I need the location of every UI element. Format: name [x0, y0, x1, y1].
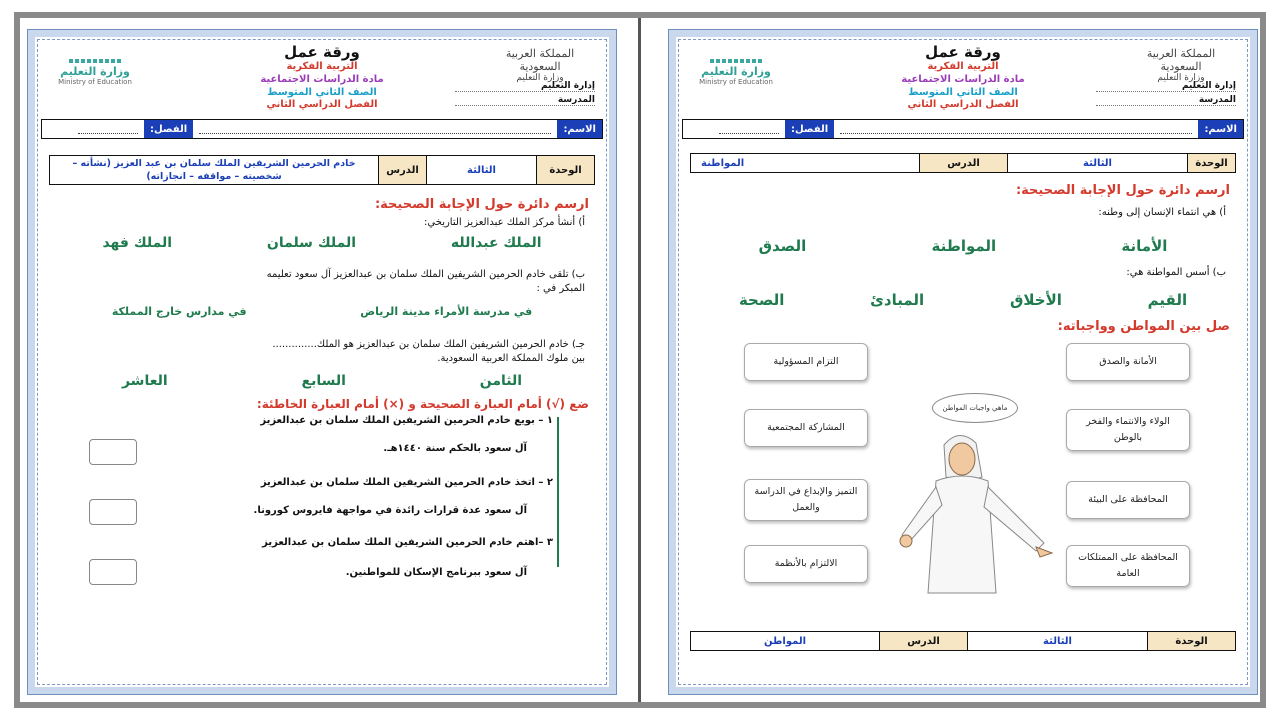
class-label: الفصل: [785, 120, 834, 138]
unit-value: الثالثة [1007, 154, 1187, 172]
q2-option[interactable]: في مدرسة الأمراء مدينة الرياض [360, 305, 533, 318]
q1-option[interactable]: الملك فهد [102, 235, 173, 251]
lesson-value: خادم الحرمين الشريفين الملك سلمان بن عبد العزيز (نشأته – شخصيته – مواقفه – انجازاته) [72, 157, 356, 182]
kingdom-text: المملكة العربية السعودية [505, 47, 575, 73]
dept: التربية الفكرية [927, 61, 999, 72]
unit-label: الوحدة [536, 156, 594, 184]
worksheet-right [669, 30, 1257, 694]
tf-statement-2: ٢ – اتخذ خادم الحرمين الشريفين الملك سلمان بن عبدالعزيز [260, 477, 553, 488]
question-1: أ) أنشأ مركز الملك عبدالعزيز التاريخي: [424, 217, 585, 228]
moe-ar: وزارة التعليم [60, 65, 130, 78]
kingdom-sub: وزارة التعليم [516, 73, 564, 83]
worksheet-left [28, 30, 616, 694]
lesson-value: المواطن [764, 635, 807, 647]
moe-en: Ministry of Education [58, 78, 132, 86]
grade: الصف الثاني المتوسط [267, 87, 377, 98]
unit-value: الثالثة [426, 156, 536, 184]
tf-statement-1: ١ – بويع خادم الحرمين الشريفين الملك سلمان بن عبدالعزيز [260, 415, 553, 426]
school-label: المدرسة [455, 95, 595, 106]
moe-logo [49, 59, 141, 86]
kingdom-sub: وزارة التعليم [1157, 73, 1205, 83]
match-card-left[interactable]: التزام المسؤولية [744, 343, 868, 381]
page-title: ورقة عمل [925, 43, 1001, 61]
name-label: الاسم: [557, 120, 602, 138]
tf-statement-1-cont: آل سعود بالحكم سنة ١٤٤٠هـ. [383, 443, 527, 454]
tf-statement-3: ٣ –اهتم خادم الحرمين الشريفين الملك سلمان بن عبدالعزيز [262, 537, 553, 548]
moe-logo-icon [49, 59, 141, 63]
q3-options [55, 373, 589, 389]
q1-options [696, 237, 1230, 255]
match-card-left[interactable]: التميز والإبداع في الدراسة والعمل [744, 479, 868, 521]
q2-options [696, 291, 1230, 309]
name-field[interactable] [199, 124, 551, 134]
class-field[interactable] [78, 124, 138, 134]
question-3-cont: بين ملوك المملكة العربية السعودية. [437, 353, 585, 364]
q2-options [55, 305, 589, 318]
q1-option[interactable]: المواطنة [931, 237, 997, 255]
thought-bubble: ماهي واجبات المواطن [932, 393, 1018, 423]
moe-en: Ministry of Education [699, 78, 773, 86]
bottom-unit-row [690, 631, 1236, 651]
q2-option[interactable]: الصحة [738, 291, 785, 309]
header [676, 37, 1250, 115]
name-bar [682, 119, 1244, 139]
tf-answer-box-2[interactable] [89, 499, 137, 525]
kingdom-text: المملكة العربية السعودية [1146, 47, 1216, 73]
lesson-label: الدرس [378, 156, 426, 184]
tf-statement-2-cont: آل سعود عدة قرارات رائدة في مواجهة فايروس كورونا. [253, 505, 527, 516]
moe-logo-icon [690, 59, 782, 63]
dept: التربية الفكرية [286, 61, 358, 72]
match-card-right[interactable]: المحافظة على الممتلكات العامة [1066, 545, 1190, 587]
unit-row [49, 155, 595, 185]
tf-answer-box-1[interactable] [89, 439, 137, 465]
class-field[interactable] [719, 124, 779, 134]
lesson-value: المواطنة [701, 157, 745, 169]
match-card-right[interactable]: المحافظة على البيئة [1066, 481, 1190, 519]
match-card-right[interactable]: الأمانة والصدق [1066, 343, 1190, 381]
question-2-cont: المبكر في : [536, 283, 585, 294]
name-label: الاسم: [1198, 120, 1243, 138]
unit-label: الوحدة [1147, 632, 1235, 650]
match-card-left[interactable]: المشاركة المجتمعية [744, 409, 868, 447]
q3-option[interactable]: السابع [301, 373, 346, 389]
q1-option[interactable]: الصدق [758, 237, 807, 255]
subject: مادة الدراسات الاجتماعية [901, 74, 1025, 85]
citizen-figure-icon [884, 425, 1054, 595]
subject: مادة الدراسات الاجتماعية [260, 74, 384, 85]
header [35, 37, 609, 115]
q1-option[interactable]: الملك سلمان [266, 235, 357, 251]
match-card-right[interactable]: الولاء والانتماء والفخر بالوطن [1066, 409, 1190, 451]
section-circle-title: ارسم دائرة حول الإجابة الصحيحة: [1015, 183, 1230, 198]
unit-value: الثالثة [967, 632, 1147, 650]
question-3: جـ) خادم الحرمين الشريفين الملك سلمان بن عبدالعزيز هو الملك.............. [272, 339, 585, 350]
q3-option[interactable]: العاشر [121, 373, 168, 389]
q1-option[interactable]: الملك عبدالله [450, 235, 542, 251]
moe-logo [690, 59, 782, 86]
class-label: الفصل: [144, 120, 193, 138]
question-2: ب) أسس المواطنة هي: [1126, 267, 1226, 278]
question-2: ب) تلقى خادم الحرمين الشريفين الملك سلمان بن عبدالعزيز آل سعود تعليمه [266, 269, 585, 280]
q1-options [55, 235, 589, 251]
page-title: ورقة عمل [284, 43, 360, 61]
q2-option[interactable]: في مدارس خارج المملكة [111, 305, 247, 318]
name-field[interactable] [840, 124, 1192, 134]
tf-statement-3-cont: آل سعود ببرنامج الإسكان للمواطنين. [345, 567, 527, 578]
q2-option[interactable]: القيم [1147, 291, 1188, 309]
admin-label: إدارة التعليم [455, 81, 595, 92]
match-card-left[interactable]: الالتزام بالأنظمة [744, 545, 868, 583]
section-circle-title: ارسم دائرة حول الإجابة الصحيحة: [374, 197, 589, 212]
moe-ar: وزارة التعليم [701, 65, 771, 78]
term: الفصل الدراسي الثاني [266, 99, 378, 110]
q3-option[interactable]: الثامن [479, 373, 523, 389]
lesson-label: الدرس [919, 154, 1007, 172]
q2-option[interactable]: المبادئ [870, 291, 925, 309]
question-1: أ) هي انتماء الإنسان إلى وطنه: [1098, 207, 1226, 218]
school-label: المدرسة [1096, 95, 1236, 106]
page-divider [638, 18, 641, 702]
section-truefalse-title: ضع (√) أمام العبارة الصحيحة و (×) أمام العبارة الخاطئة: [256, 397, 589, 411]
admin-label: إدارة التعليم [1096, 81, 1236, 92]
grade: الصف الثاني المتوسط [908, 87, 1018, 98]
green-line [557, 417, 559, 567]
unit-label: الوحدة [1187, 154, 1235, 172]
name-bar [41, 119, 603, 139]
unit-row [690, 153, 1236, 173]
lesson-label: الدرس [879, 632, 967, 650]
term: الفصل الدراسي الثاني [907, 99, 1019, 110]
section-match-title: صل بين المواطن وواجباته: [1057, 319, 1230, 334]
q1-option[interactable]: الأمانة [1121, 237, 1168, 255]
q2-option[interactable]: الأخلاق [1009, 291, 1062, 309]
tf-answer-box-3[interactable] [89, 559, 137, 585]
